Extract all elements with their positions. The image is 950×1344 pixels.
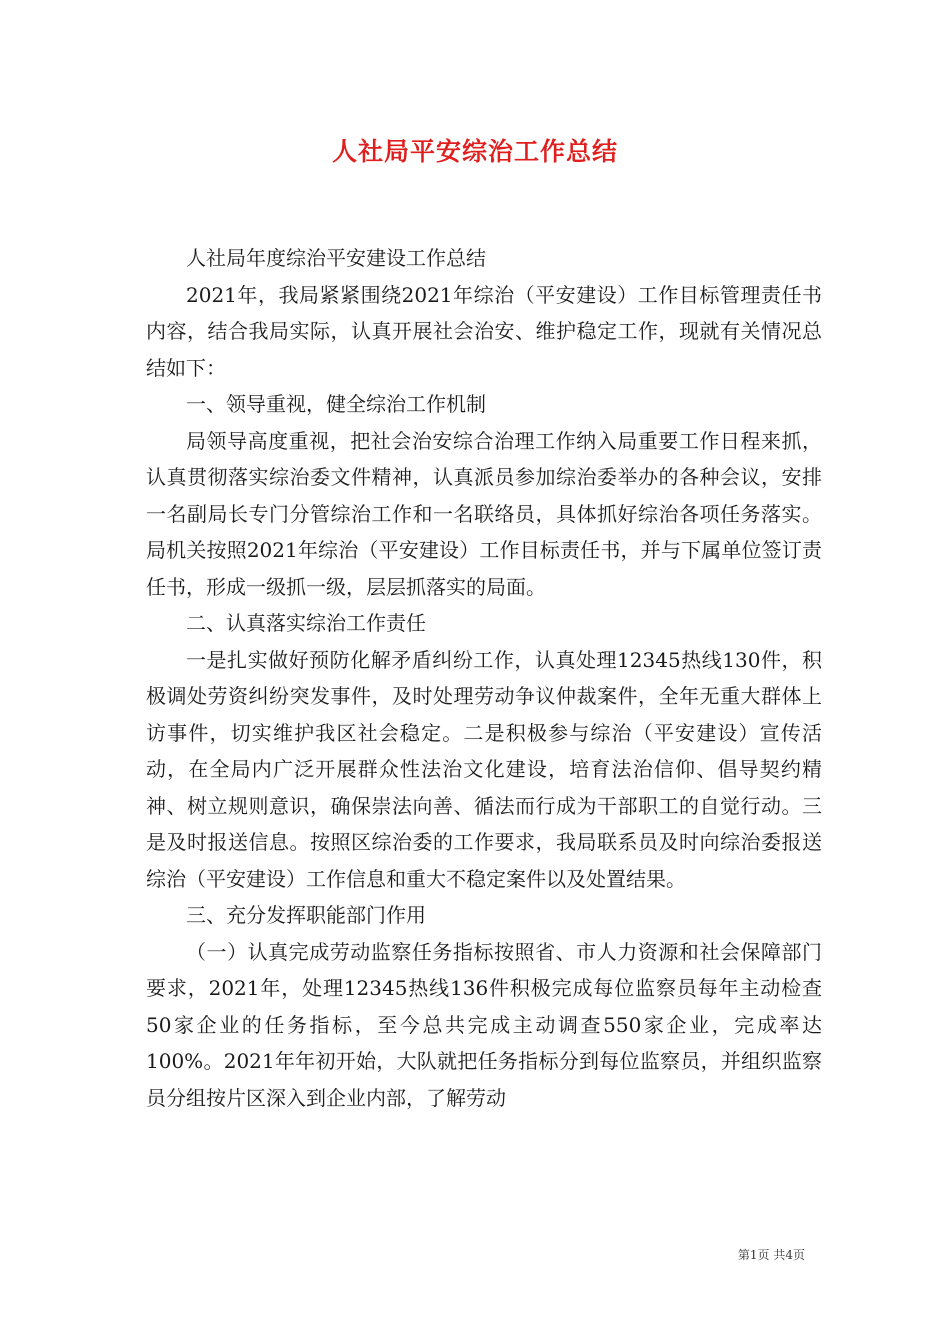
paragraph-subtitle: 人社局年度综治平安建设工作总结 xyxy=(186,246,486,270)
section-heading-1: 一、领导重视，健全综治工作机制 xyxy=(186,392,486,416)
paragraph-intro: 2021年，我局紧紧围绕2021年综治（平安建设）工作目标管理责任书内容，结合我局实际，认真开展社会治安、维护稳定工作，现就有关情况总结如下： xyxy=(146,282,822,380)
document-body xyxy=(146,240,822,1116)
paragraph-section-3: （一）认真完成劳动监察任务指标按照省、市人力资源和社会保障部门要求，2021年，处理12345热线136件积极完成每位监察员每年主动检查50家企业的任务指标，至今总共完成主动调查550家企业，完成率达100%。2021年年初开始，大队就把任务指标分到每位监察员，并组织监察员分组按片区深入到企业内部，了解劳动 xyxy=(146,939,822,1110)
section-heading-3: 三、充分发挥职能部门作用 xyxy=(186,903,426,927)
document-title: 人社局平安综治工作总结 xyxy=(331,137,618,166)
section-heading-2: 二、认真落实综治工作责任 xyxy=(186,611,426,635)
page-number: 第1页 共4页 xyxy=(737,1248,805,1262)
paragraph-section-1: 局领导高度重视，把社会治安综合治理工作纳入局重要工作日程来抓，认真贯彻落实综治委文件精神，认真派员参加综治委举办的各种会议，安排一名副局长专门分管综治工作和一名联络员，具体抓好综治各项任务落实。局机关按照2021年综治（平安建设）工作目标责任书，并与下属单位签订责任书，形成一级抓一级，层层抓落实的局面。 xyxy=(146,428,822,599)
paragraph-section-2: 一是扎实做好预防化解矛盾纠纷工作，认真处理12345热线130件，积极调处劳资纠纷突发事件，及时处理劳动争议仲裁案件，全年无重大群体上访事件，切实维护我区社会稳定。二是积极参与综治（平安建设）宣传活动，在全局内广泛开展群众性法治文化建设，培育法治信仰、倡导契约精神、树立规则意识，确保崇法向善、循法而行成为干部职工的自觉行动。三是及时报送信息。按照区综治委的工作要求，我局联系员及时向综治委报送综治（平安建设）工作信息和重大不稳定案件以及处置结果。 xyxy=(146,647,822,891)
